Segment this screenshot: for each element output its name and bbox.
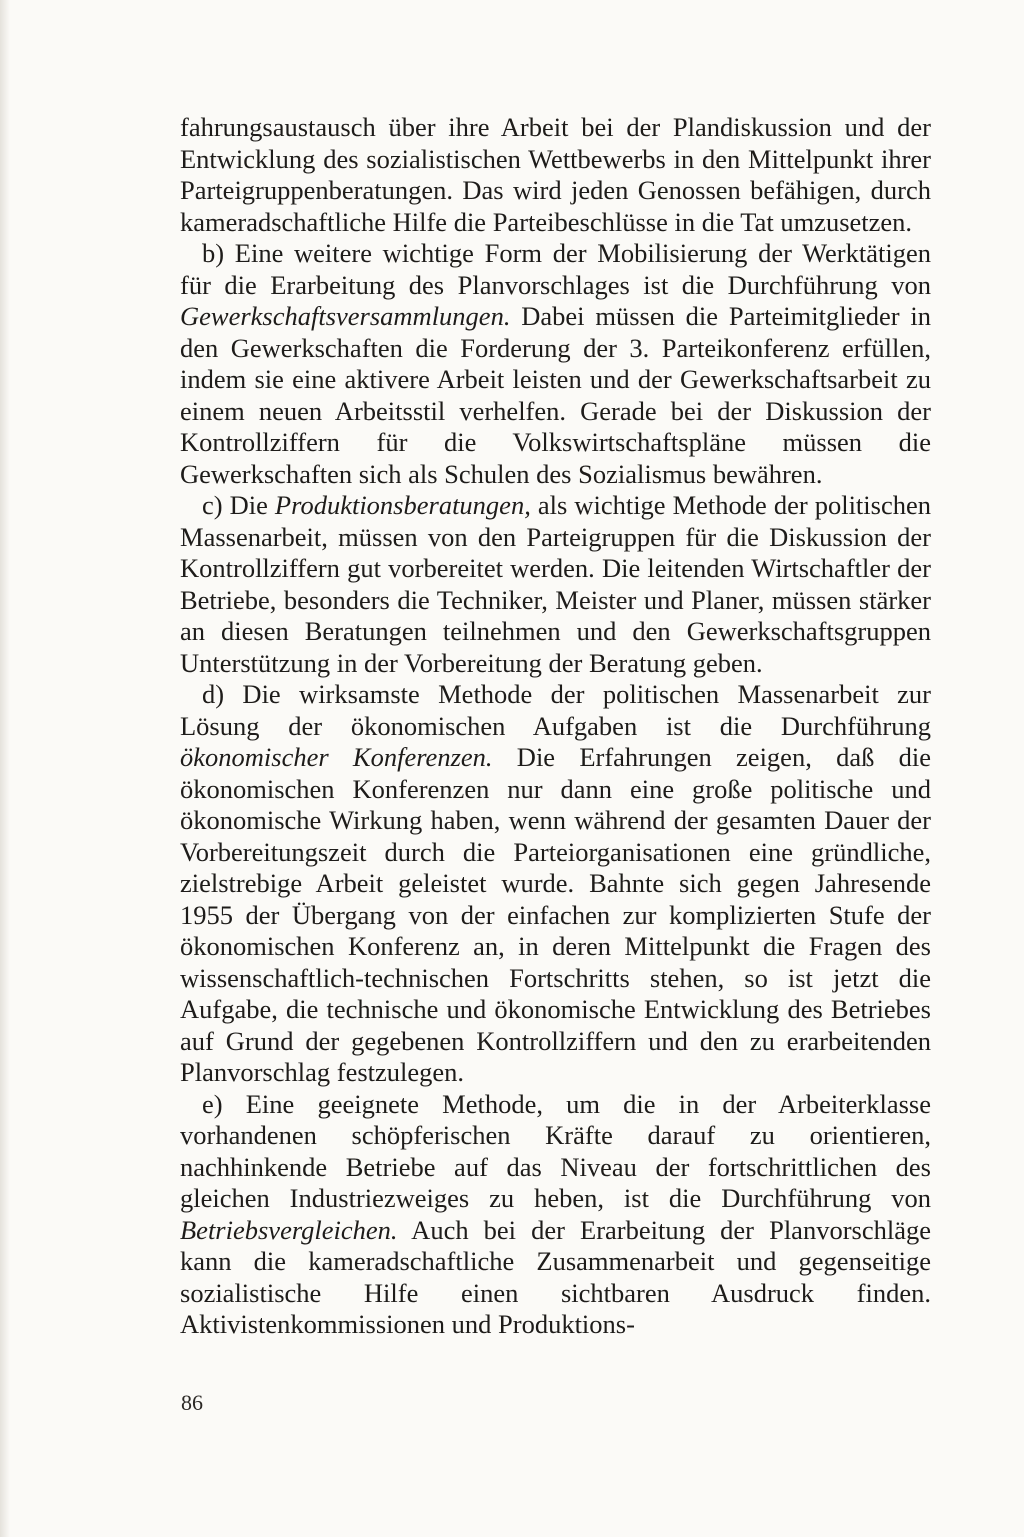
text-run: Dabei müssen die Parteimitglieder in den Gewerkschaften die Forderung der 3. Parteikonferenz erfüllen, indem sie eine aktivere Arbeit leisten und der Gewerkschaftsarbeit zu einem neuen Arbeitsstil verhelfen. Gerade bei der Diskussion der Kontrollziffern für die Volkswirtschaftspläne müssen die Gewerkschaften sich als Schulen des Sozialismus bewähren. [180,301,931,489]
page-number: 86 [181,1390,203,1415]
paragraph-e [180,1089,931,1341]
emphasized-term: ökonomischer Konferenzen. [180,742,493,772]
text-run: Die Erfahrungen zeigen, daß die ökonomischen Konferenzen nur dann eine große politische und ökonomische Wirkung haben, wenn während der gesamten Dauer der Vorbereitungszeit durch die Parteiorganisationen eine gründliche, zielstrebige Arbeit geleistet wurde. Bahnte sich gegen Jahresende 1955 der Übergang von der einfachen zur komplizierten Stufe der ökonomischen Konferenz an, in deren Mittelpunkt die Fragen des wissenschaftlich-technischen Fortschritts stehen, so ist jetzt die Aufgabe, die technische und ökonomische Entwicklung des Betriebes auf Grund der gegebenen Kontrollziffern und den zu erarbeitenden Planvorschlag festzulegen. [180,742,931,1087]
text-run: b) Eine weitere wichtige Form der Mobilisierung der Werktätigen für die Erarbeitung des Planvorschlages ist die Durchführung von [180,238,931,300]
book-page [180,112,931,1341]
paragraph-d [180,679,931,1089]
text-run: d) Die wirksamste Methode der politischen Massenarbeit zur Lösung der ökonomischen Aufgaben ist die Durchführung [180,679,931,741]
emphasized-term: Produktionsberatungen, [274,490,531,520]
text-run: Auch bei der Erarbeitung der Planvorschläge kann die kameradschaftliche Zusammenarbeit und gegenseitige sozialistische Hilfe einen sichtbaren Ausdruck finden. Aktivistenkommissionen und Produktions- [180,1214,931,1339]
page-edge-shadow [0,0,10,1537]
paragraph-continuation [180,112,931,238]
emphasized-term: Gewerkschaftsversammlungen. [180,301,511,331]
paragraph-b [180,238,931,490]
text-run: e) Eine geeignete Methode, um die in der Arbeiterklasse vorhandenen schöpferischen Kräfte darauf zu orientieren, nachhinkende Betriebe auf das Niveau der fortschrittlichen des gleichen Industriezweiges zu heben, ist die Durchführung von [180,1088,931,1213]
text-run: als wichtige Methode der politischen Massenarbeit, müssen von den Parteigruppen für die Diskussion der Kontrollziffern gut vorbereitet werden. Die leitenden Wirtschaftler der Betriebe, besonders die Techniker, Meister und Planer, müssen stärker an diesen Beratungen teilnehmen und den Gewerkschaftsgruppen Unterstützung in der Vorbereitung der Beratung geben. [180,490,931,678]
paragraph-c [180,490,931,679]
body-text [180,112,931,1341]
text-run: c) Die [202,490,275,520]
emphasized-term: Betriebsvergleichen. [180,1214,398,1245]
text-run: fahrungsaustausch über ihre Arbeit bei der Plandiskussion und der Entwicklung des sozialistischen Wettbewerbs in den Mittelpunkt ihrer Parteigruppenberatungen. Das wird jeden Genossen befähigen, durch kameradschaftliche Hilfe die Parteibeschlüsse in die Tat umzusetzen. [180,112,931,237]
